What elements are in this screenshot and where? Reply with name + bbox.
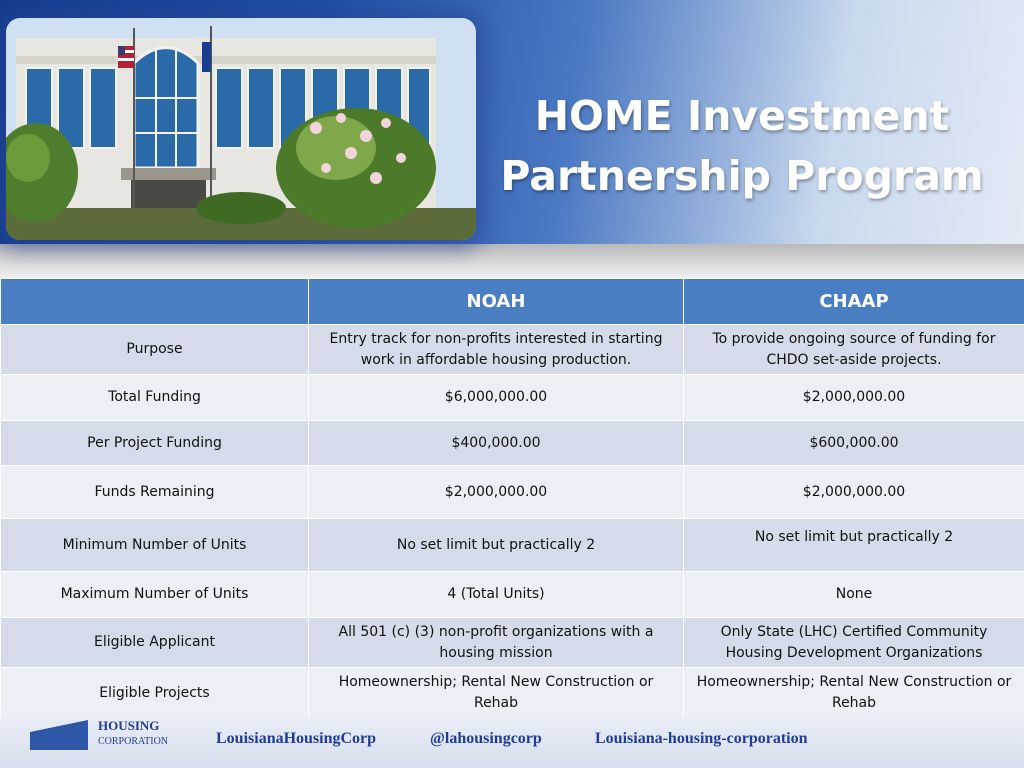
noah-cell: $2,000,000.00 (309, 466, 684, 519)
noah-cell: Homeownership; Rental New Construction or Rehab (309, 668, 684, 719)
facebook-link[interactable]: LouisianaHousingCorp (216, 730, 377, 747)
chaap-cell: $2,000,000.00 (684, 466, 1024, 519)
table-row (1, 375, 1024, 421)
row-label: Eligible Applicant (1, 618, 309, 668)
building-photo (6, 18, 476, 240)
comparison-table (0, 278, 1024, 719)
row-label: Funds Remaining (1, 466, 309, 519)
logo-text-housing: HOUSING (98, 718, 160, 733)
lhc-logo (28, 718, 188, 752)
noah-cell: $6,000,000.00 (309, 375, 684, 421)
title-line-1: HOME Investment (534, 92, 950, 140)
table-row (1, 421, 1024, 466)
table-row (1, 668, 1024, 719)
table-row (1, 618, 1024, 668)
twitter-link[interactable]: @lahousingcorp (430, 730, 542, 747)
linkedin-link[interactable]: Louisiana-housing-corporation (595, 730, 808, 747)
table-row (1, 519, 1024, 572)
table-row (1, 466, 1024, 519)
table-row (1, 325, 1024, 375)
header-banner (0, 0, 1024, 278)
chaap-cell: $600,000.00 (684, 421, 1024, 466)
noah-cell: All 501 (c) (3) non-profit organizations with a housing mission (309, 618, 684, 668)
chaap-cell: To provide ongoing source of funding for CHDO set-aside projects. (684, 325, 1024, 375)
row-label: Eligible Projects (1, 668, 309, 719)
table-row (1, 572, 1024, 618)
noah-cell: No set limit but practically 2 (309, 519, 684, 572)
row-label: Minimum Number of Units (1, 519, 309, 572)
noah-cell: $400,000.00 (309, 421, 684, 466)
header-divider-band (0, 244, 1024, 278)
page-title (500, 86, 984, 206)
header-cell-noah: NOAH (309, 279, 684, 325)
noah-cell: Entry track for non-profits interested in starting work in affordable housing production. (309, 325, 684, 375)
chaap-cell: Only State (LHC) Certified Community Housing Development Organizations (684, 618, 1024, 668)
footer (0, 718, 1024, 768)
row-label: Per Project Funding (1, 421, 309, 466)
row-label: Total Funding (1, 375, 309, 421)
title-line-2: Partnership Program (500, 152, 984, 200)
chaap-cell: $2,000,000.00 (684, 375, 1024, 421)
row-label: Purpose (1, 325, 309, 375)
logo-text-corporation: CORPORATION (98, 736, 169, 747)
header-cell-chaap: CHAAP (684, 279, 1024, 325)
row-label: Maximum Number of Units (1, 572, 309, 618)
chaap-cell: None (684, 572, 1024, 618)
chaap-cell: No set limit but practically 2 (684, 519, 1024, 572)
header-cell-empty (1, 279, 309, 325)
chaap-cell: Homeownership; Rental New Construction or Rehab (684, 668, 1024, 719)
noah-cell: 4 (Total Units) (309, 572, 684, 618)
